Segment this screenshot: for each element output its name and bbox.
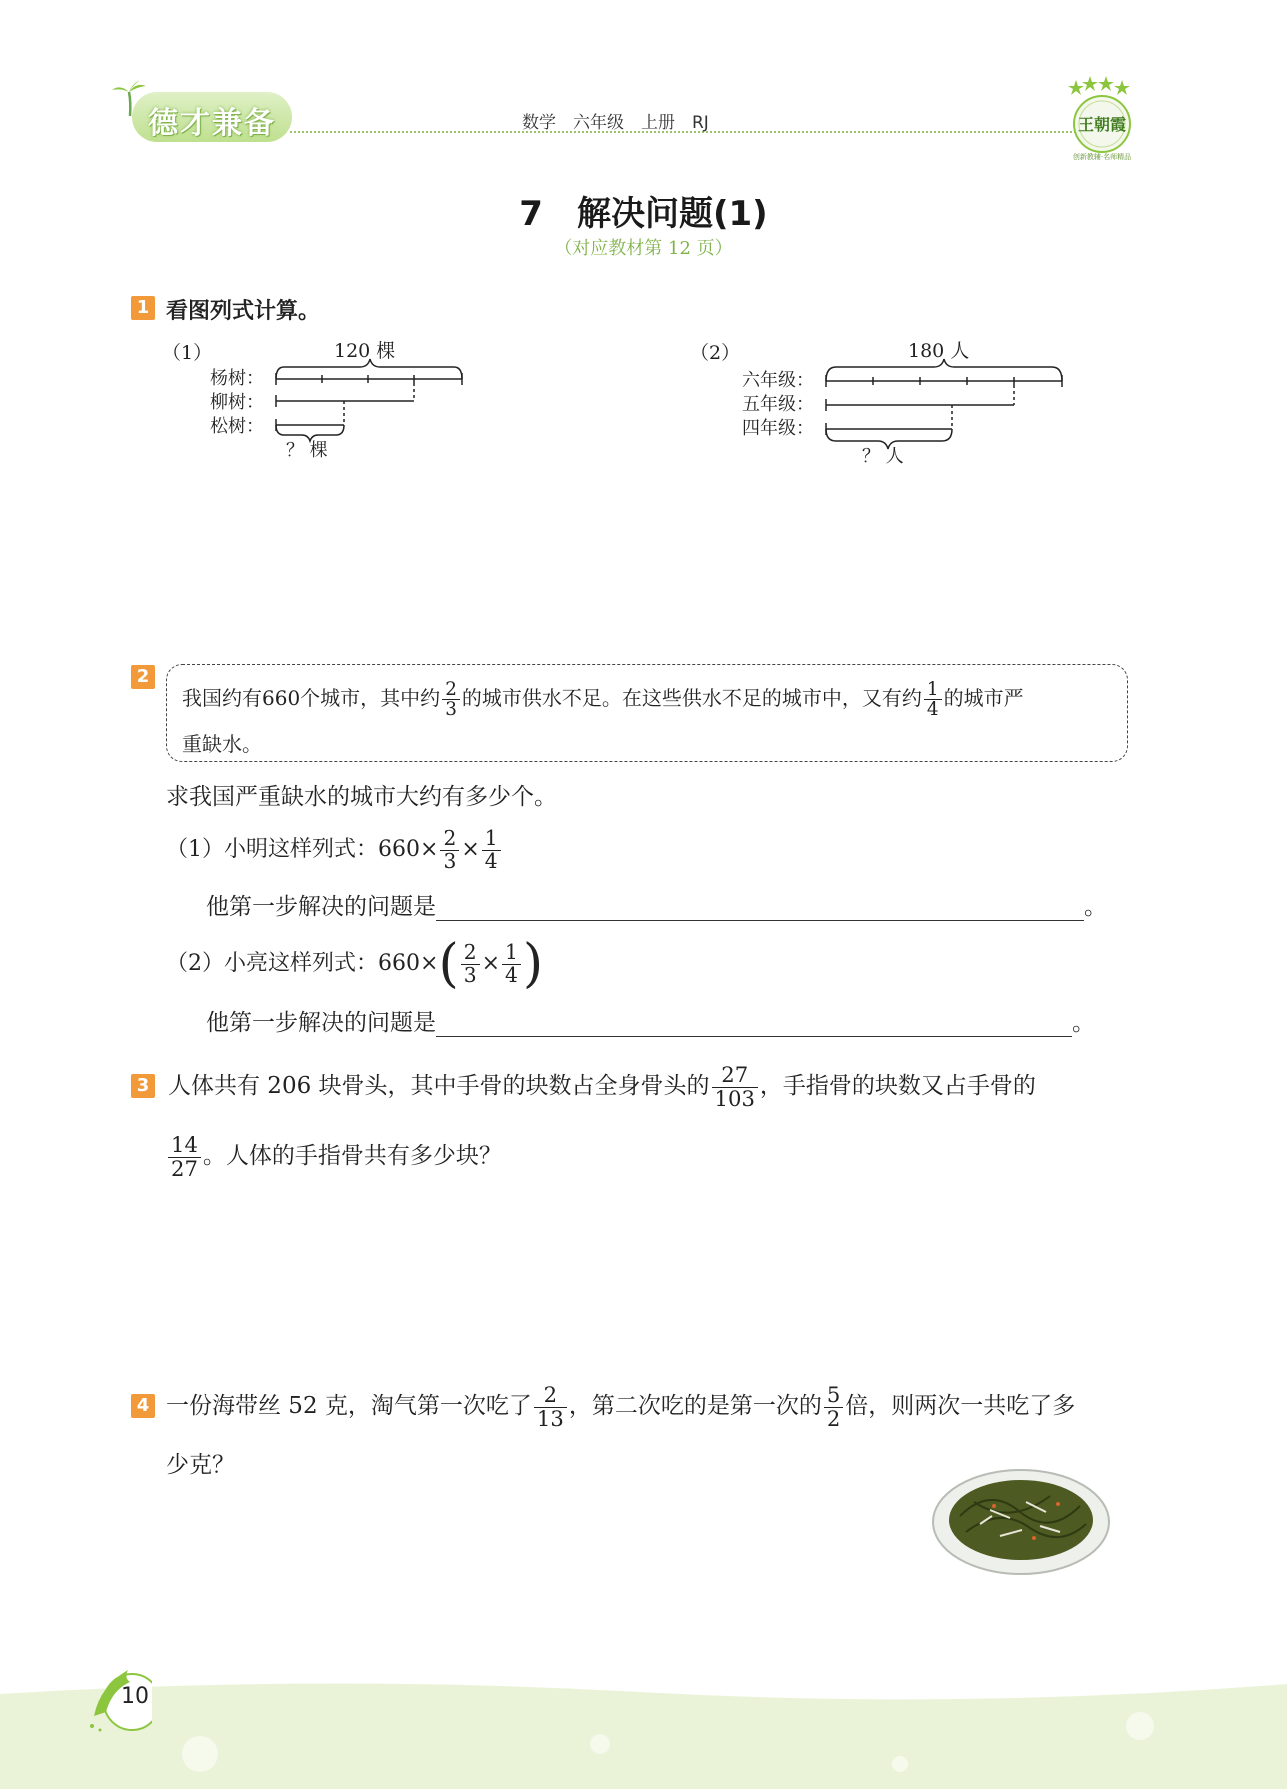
answer-line[interactable]: [436, 892, 1084, 921]
q4-line1: 一份海带丝 52 克，淘气第一次吃了 $\frac{2}{13}$ ，第二次吃的是第一次的 $\frac{5}{2}$ 倍，则两次一共吃了多: [166, 1382, 1076, 1431]
q1-part2-row-label: 六年级：: [742, 370, 814, 391]
q1-part1-row-label: 松树：: [210, 416, 264, 437]
q2-part2-answer-row: 他第一步解决的问题是 。: [206, 1010, 1095, 1036]
q2-text: 的城市严: [943, 686, 1024, 710]
q2-p1-fraction-a: $\frac{2}{3}$: [440, 828, 459, 871]
q2-text: 我国约有660个城市，其中约: [182, 686, 441, 710]
lesson-title: 7 解决问题(1): [519, 194, 768, 234]
q1-part1-row-label: 杨树：: [210, 368, 264, 389]
q1-part1-total: 120 棵: [334, 340, 396, 362]
q1-part1-question: ？ 棵: [286, 440, 328, 461]
q2-part2-formula: （2）小亮这样列式：660×( $\frac{2}{3}$ × $\frac{1}{4}$ ): [166, 934, 544, 994]
q1-part2-tag: （2）: [690, 342, 741, 364]
question-3-number: 3: [131, 1074, 155, 1098]
q2-part1-formula: （1）小明这样列式：660× $\frac{2}{3}$ × $\frac{1}{4}$: [166, 822, 503, 878]
q2-ask: 求我国严重缺水的城市大约有多少个。: [166, 784, 557, 810]
question-2-number: 2: [131, 665, 155, 689]
q1-part2-total: 180 人: [908, 340, 970, 362]
logo-text: 德才兼备: [148, 106, 276, 141]
q2-p2-fraction-a: $\frac{2}{3}$: [461, 942, 480, 985]
lesson-reference: （对应教材第 12 页）: [554, 238, 733, 259]
q2-p1-fraction-b: $\frac{1}{4}$: [482, 828, 501, 871]
seaweed-salad-image: [930, 1466, 1112, 1578]
q1-part1-tag: （1）: [162, 342, 213, 364]
q3-fraction-a: $\frac{27}{103}$: [712, 1064, 758, 1109]
q1-part2-row-label: 四年级：: [742, 418, 814, 439]
header-subtitle: 数学 六年级 上册 RJ: [522, 113, 709, 133]
q1-part2-line-diagram: [818, 355, 1078, 465]
q1-part2-row-label: 五年级：: [742, 394, 814, 415]
q3-line1: 人体共有 206 块骨头，其中手骨的块数占全身骨头的 $\frac{27}{103}$ ，手指骨的块数又占手骨的: [168, 1062, 1036, 1111]
q1-part2-question: ？ 人: [862, 446, 904, 467]
question-1-prompt: 看图列式计算。: [166, 299, 321, 324]
q2-p2-fraction-b: $\frac{1}{4}$: [502, 942, 521, 985]
brand-badge-small-text: 创新教辅·名师精品: [1072, 153, 1132, 161]
q2-part1-answer-row: 他第一步解决的问题是 。: [206, 894, 1107, 920]
q2-fraction-two-thirds: $\frac{2}{3}$: [442, 680, 460, 720]
q2-fraction-one-quarter: $\frac{1}{4}$: [924, 680, 942, 720]
q4-line2: 少克？: [166, 1452, 235, 1478]
q3-fraction-b: $\frac{14}{27}$: [168, 1134, 201, 1179]
page-number: 10: [121, 1684, 149, 1709]
q1-part1-row-label: 柳树：: [210, 392, 264, 413]
q1-part1-line-diagram: [270, 355, 470, 445]
question-1-number: 1: [131, 296, 155, 320]
footer-wave-background: [0, 1664, 1287, 1789]
question-4-number: 4: [131, 1394, 155, 1418]
answer-line[interactable]: [436, 1008, 1072, 1037]
q4-fraction-a: $\frac{2}{13}$: [534, 1384, 567, 1429]
q2-text: 重缺水。: [182, 732, 262, 756]
q2-text: 的城市供水不足。在这些供水不足的城市中，又有约: [461, 686, 922, 710]
q3-line2: $\frac{14}{27}$ 。人体的手指骨共有多少块？: [166, 1126, 502, 1186]
brand-badge-text: 王朝霞: [1077, 115, 1126, 134]
question-2-box-line1: [182, 672, 1122, 724]
q4-fraction-b: $\frac{5}{2}$: [824, 1384, 843, 1429]
